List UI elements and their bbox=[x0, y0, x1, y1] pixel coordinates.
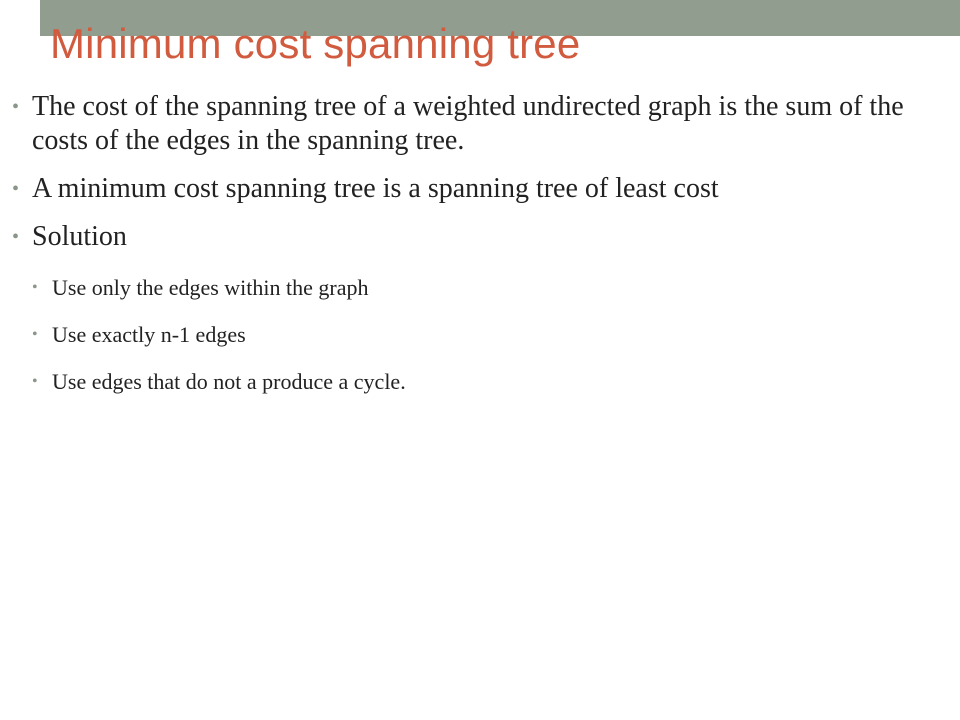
subbullet-dot-icon: • bbox=[32, 278, 38, 296]
bullet-dot-icon: • bbox=[12, 178, 20, 201]
subbullet-text: Use only the edges within the graph bbox=[52, 274, 369, 300]
subbullet-item-edges-within-graph bbox=[32, 275, 947, 301]
bullet-dot-icon: • bbox=[12, 226, 20, 249]
subbullet-item-n-minus-one-edges bbox=[32, 322, 947, 348]
bullet-dot-icon: • bbox=[12, 96, 20, 118]
subbullet-dot-icon: • bbox=[32, 326, 38, 344]
bullet-item-cost-definition bbox=[12, 90, 947, 158]
bullet-text: A minimum cost spanning tree is a spanning tree of least cost bbox=[32, 173, 719, 205]
slide-body bbox=[12, 90, 947, 417]
bullet-item-minimum-cost bbox=[12, 172, 947, 206]
subbullet-text: Use exactly n-1 edges bbox=[52, 322, 246, 348]
bullet-text: Solution bbox=[32, 221, 127, 253]
bullet-item-solution bbox=[12, 220, 947, 254]
slide-title: Minimum cost spanning tree bbox=[50, 20, 581, 67]
subbullet-text: Use edges that do not a produce a cycle. bbox=[52, 369, 406, 395]
subbullet-dot-icon: • bbox=[32, 373, 38, 391]
title-band-cutout bbox=[0, 0, 40, 36]
bullet-text: The cost of the spanning tree of a weighted undirected graph is the sum of the costs of the edges in the spanning tree. bbox=[32, 91, 904, 157]
subbullet-item-no-cycle bbox=[32, 369, 947, 395]
